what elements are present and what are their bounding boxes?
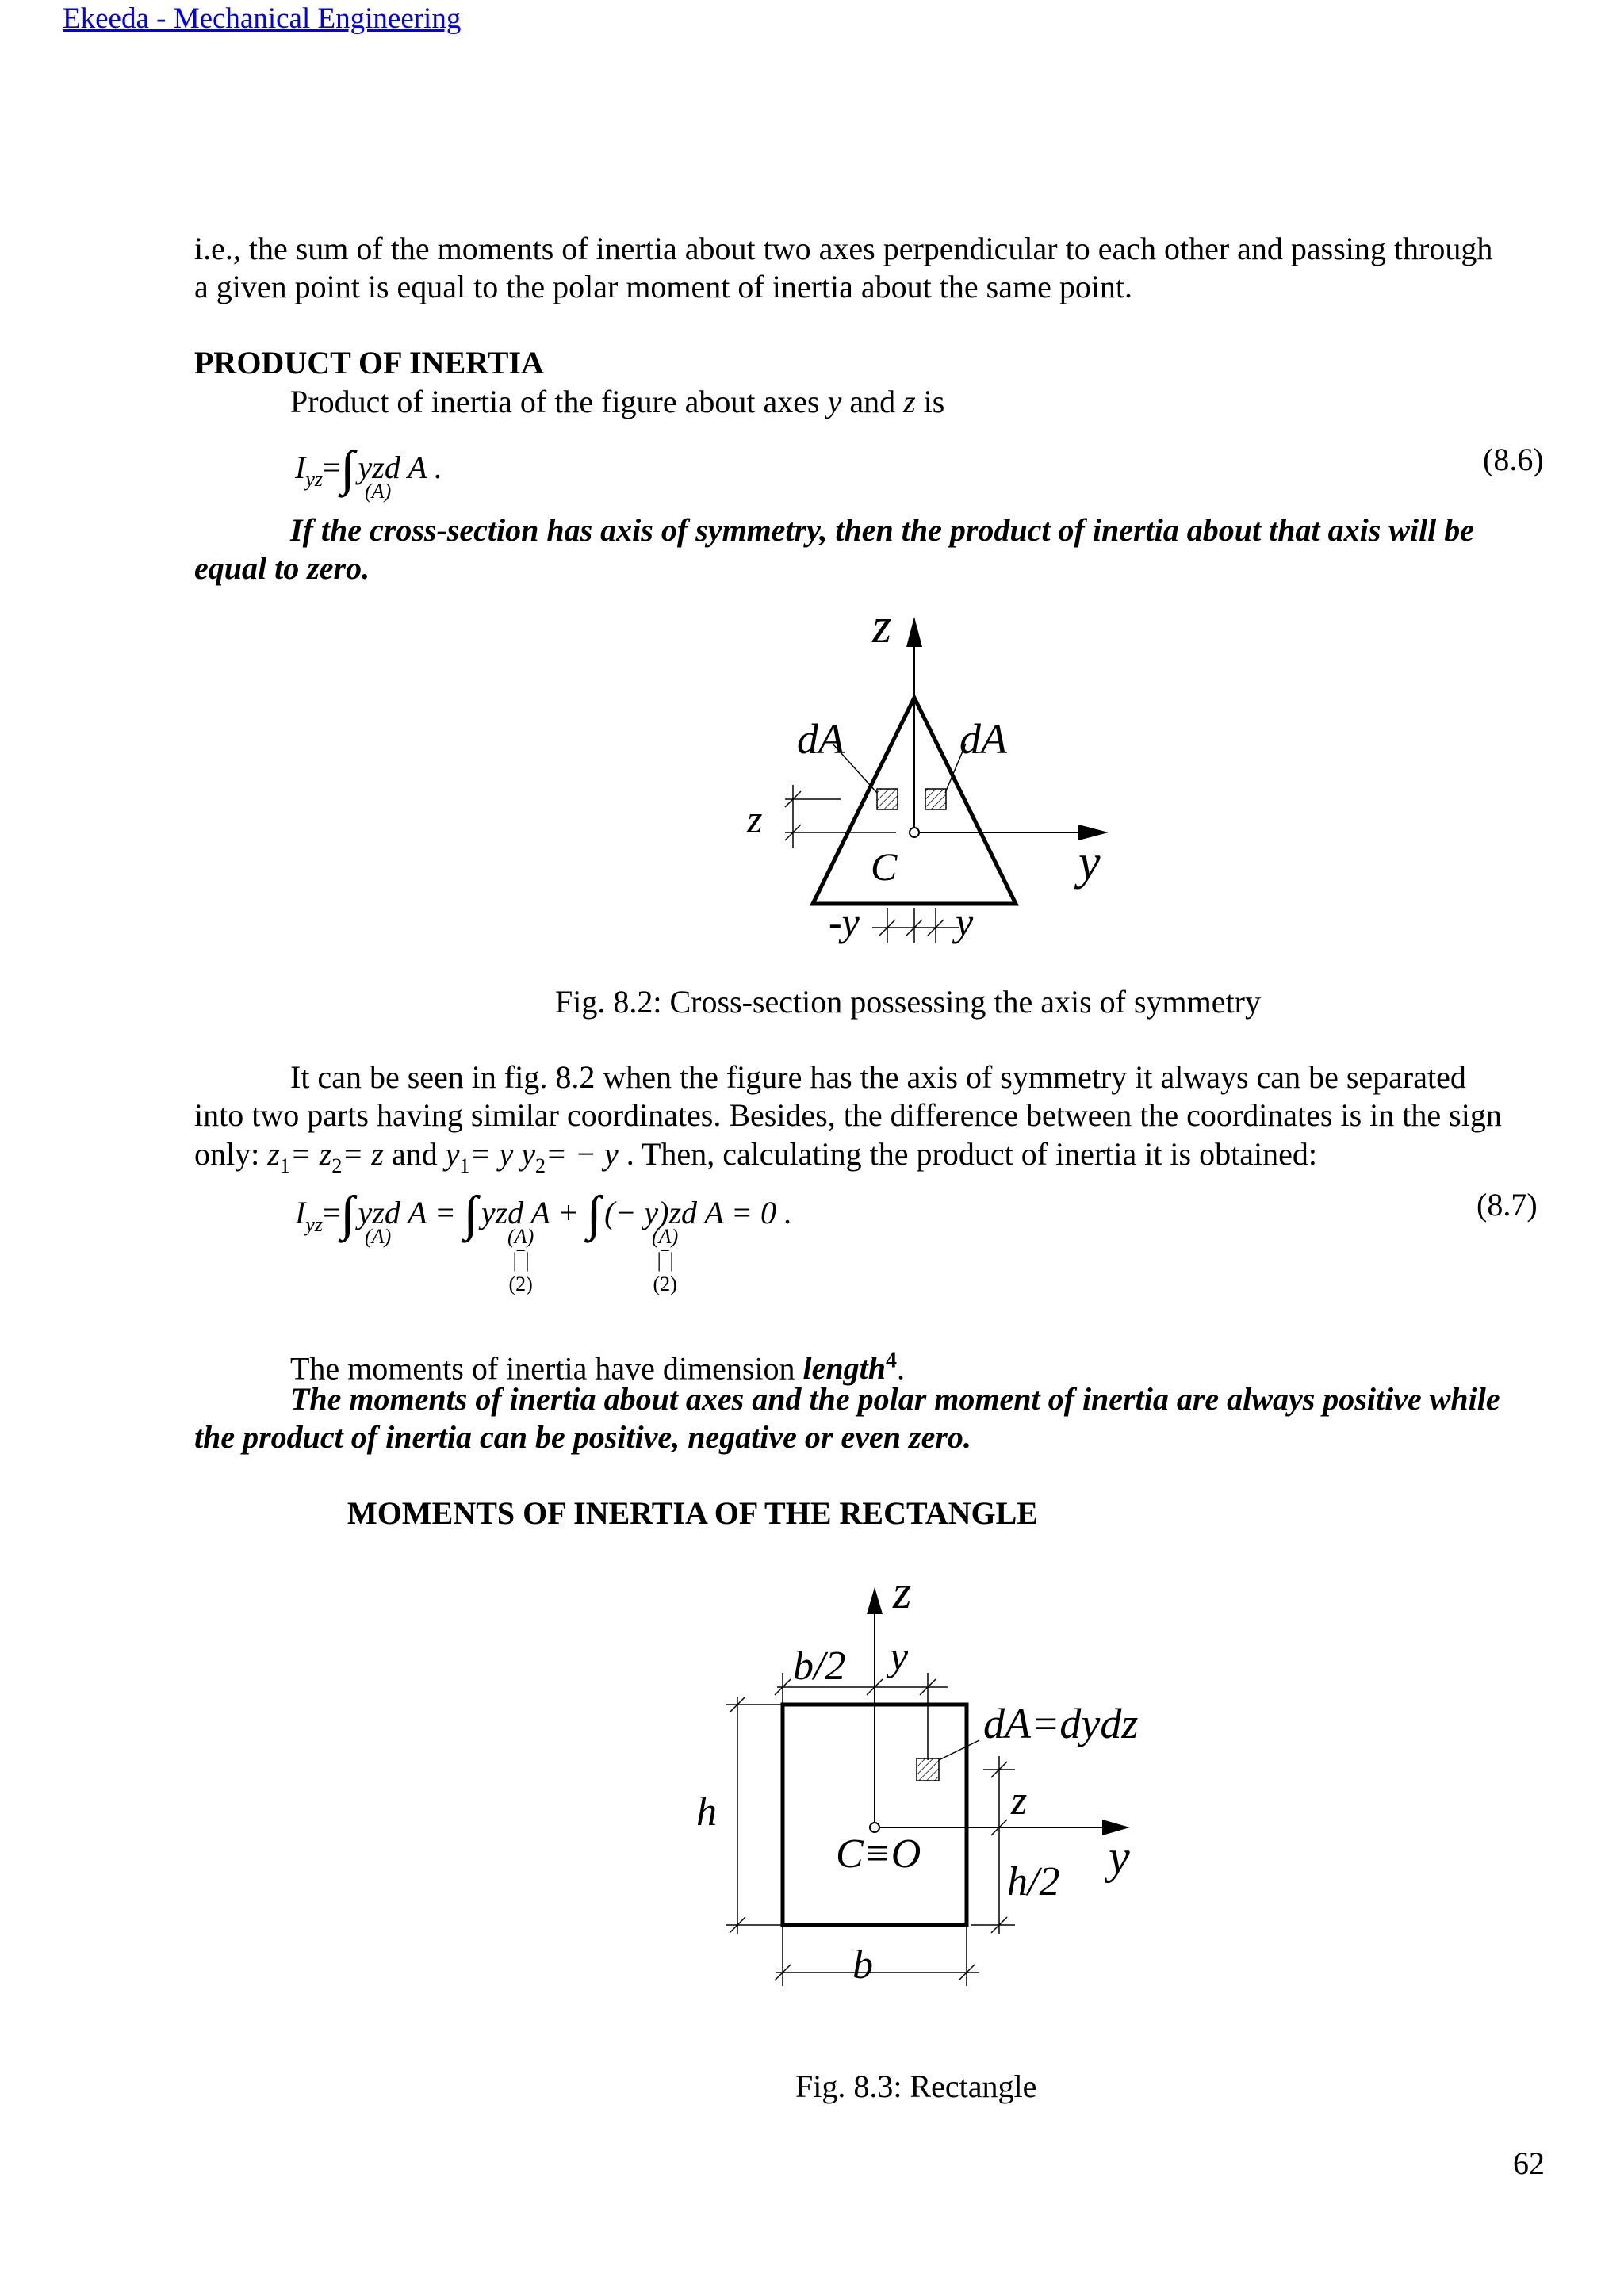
label-h-half: h/2 (1007, 1859, 1060, 1904)
heading-rectangle: MOMENTS OF INERTIA OF THE RECTANGLE (347, 1495, 1038, 1531)
equation-8-6: $I_{yz}=\int\int$ yzd A . (295, 442, 442, 496)
dA-square-left (877, 789, 898, 809)
figure-8-2-caption: Fig. 8.2: Cross-section possessing the axis of symmetry (555, 984, 1261, 1020)
symmetry-rule-line-1: If the cross-section has axis of symmetry, then the product of inertia about that axis will be (290, 512, 1475, 548)
label-h: h (696, 1789, 717, 1835)
label-pos-y: y (956, 900, 974, 944)
equation-8-7: $I_{yz}=\int\int$ yzd A = ∫∫ yzd A + ∫∫ (− y)zd A = 0 . (295, 1187, 793, 1241)
product-intro-text: Product of inertia of the figure about axes y and z is (290, 384, 945, 419)
centroid-marker (910, 828, 919, 837)
label-z-small: z (1011, 1778, 1028, 1823)
equation-8-7-half-domain-1: (A) |‾| (2) (508, 1225, 534, 1295)
z-axis-arrow (867, 1587, 883, 1614)
equation-8-7-half-domain-2: (A) |‾| (2) (652, 1225, 679, 1295)
positivity-rule-line-1: The moments of inertia about axes and the polar moment of inertia are always positive while (290, 1381, 1500, 1417)
label-dA-right: dA (959, 715, 1007, 763)
symmetry-para-line-3: only: $z_1= z_2= z$ and $y_1= y$ $y_2= - y$ . Then, calculating the product of inertia it is obtained: (194, 1136, 1317, 1177)
page-number: 62 (1513, 2145, 1545, 2181)
symmetry-rule-line-2: equal to zero. (194, 550, 370, 586)
label-y-axis: y (1078, 836, 1101, 890)
label-b-half: b/2 (793, 1644, 846, 1689)
equation-8-6-number: (8.6) (1483, 442, 1544, 477)
positivity-rule-line-2: the product of inertia can be positive, negative or even zero. (194, 1419, 971, 1455)
label-C-equiv-O: C≡O (836, 1831, 921, 1877)
label-neg-y: -y (829, 900, 860, 944)
z-axis-arrow (906, 617, 922, 647)
label-dA-eq: dA=dydz (983, 1700, 1139, 1747)
intro-line-1: i.e., the sum of the moments of inertia about two axes perpendicular to each other and passing through (194, 231, 1493, 266)
symmetry-para-line-1: It can be seen in fig. 8.2 when the figure has the axis of symmetry it always can be separated (290, 1059, 1466, 1095)
label-z-axis: z (893, 1566, 912, 1618)
label-z-small: z (747, 797, 763, 841)
label-b: b (852, 1942, 873, 1988)
label-dA-left: dA (797, 715, 845, 763)
intro-line-2: a given point is equal to the polar moment of inertia about the same point. (194, 269, 1133, 304)
label-y-axis: y (1109, 1831, 1130, 1883)
dA-square-right (925, 789, 946, 809)
equation-8-7-number: (8.7) (1477, 1187, 1538, 1223)
dimension-line: The moments of inertia have dimension length$^4$. (290, 1349, 905, 1387)
figure-8-2 (714, 595, 1189, 975)
label-y-small: y (890, 1634, 909, 1679)
figure-8-3 (674, 1562, 1189, 2038)
equation-8-6-domain: (A) (365, 480, 392, 503)
label-C: C (871, 844, 898, 889)
header-link[interactable]: Ekeeda - Mechanical Engineering (63, 2, 462, 35)
heading-product-of-inertia: PRODUCT OF INERTIA (194, 345, 544, 381)
equation-8-7-domain: (A) (365, 1225, 392, 1248)
symmetry-para-line-2: into two parts having similar coordinates. Besides, the difference between the coordinates is in the sign (194, 1097, 1502, 1133)
figure-8-3-caption: Fig. 8.3: Rectangle (795, 2068, 1037, 2104)
dA-square (917, 1758, 939, 1781)
label-z-axis: z (872, 599, 892, 653)
